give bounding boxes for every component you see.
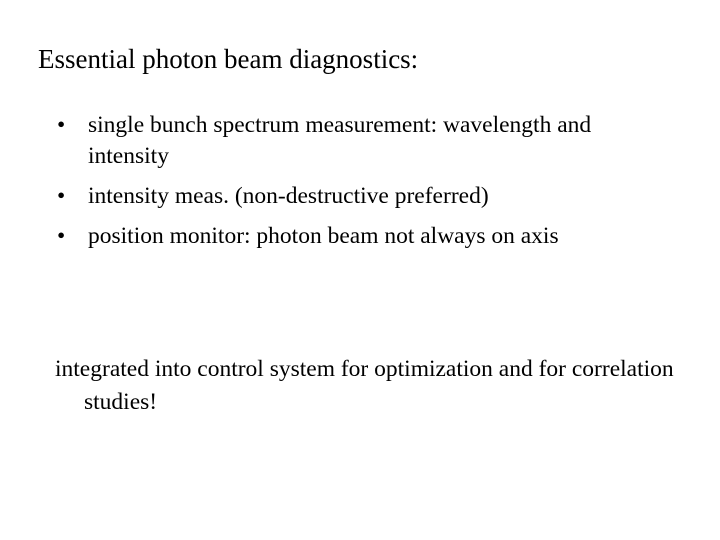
bullet-text: single bunch spectrum measurement: wavelength and intensity [88,112,592,169]
bullet-dot-icon: • [57,183,66,209]
bullet-dot-icon: • [57,223,66,249]
bullet-item [56,110,676,172]
bullet-text: intensity meas. (non-destructive preferred) [88,183,489,209]
footer-note: integrated into control system for optimization and for correlation studies! [55,356,674,415]
bullet-item [56,221,676,252]
bullet-text: position monitor: photon beam not always on axis [88,223,559,249]
bullet-dot-icon: • [57,112,66,138]
bullet-item [56,181,676,212]
slide-title: Essential photon beam diagnostics: [38,44,419,74]
bullet-list [56,110,676,262]
